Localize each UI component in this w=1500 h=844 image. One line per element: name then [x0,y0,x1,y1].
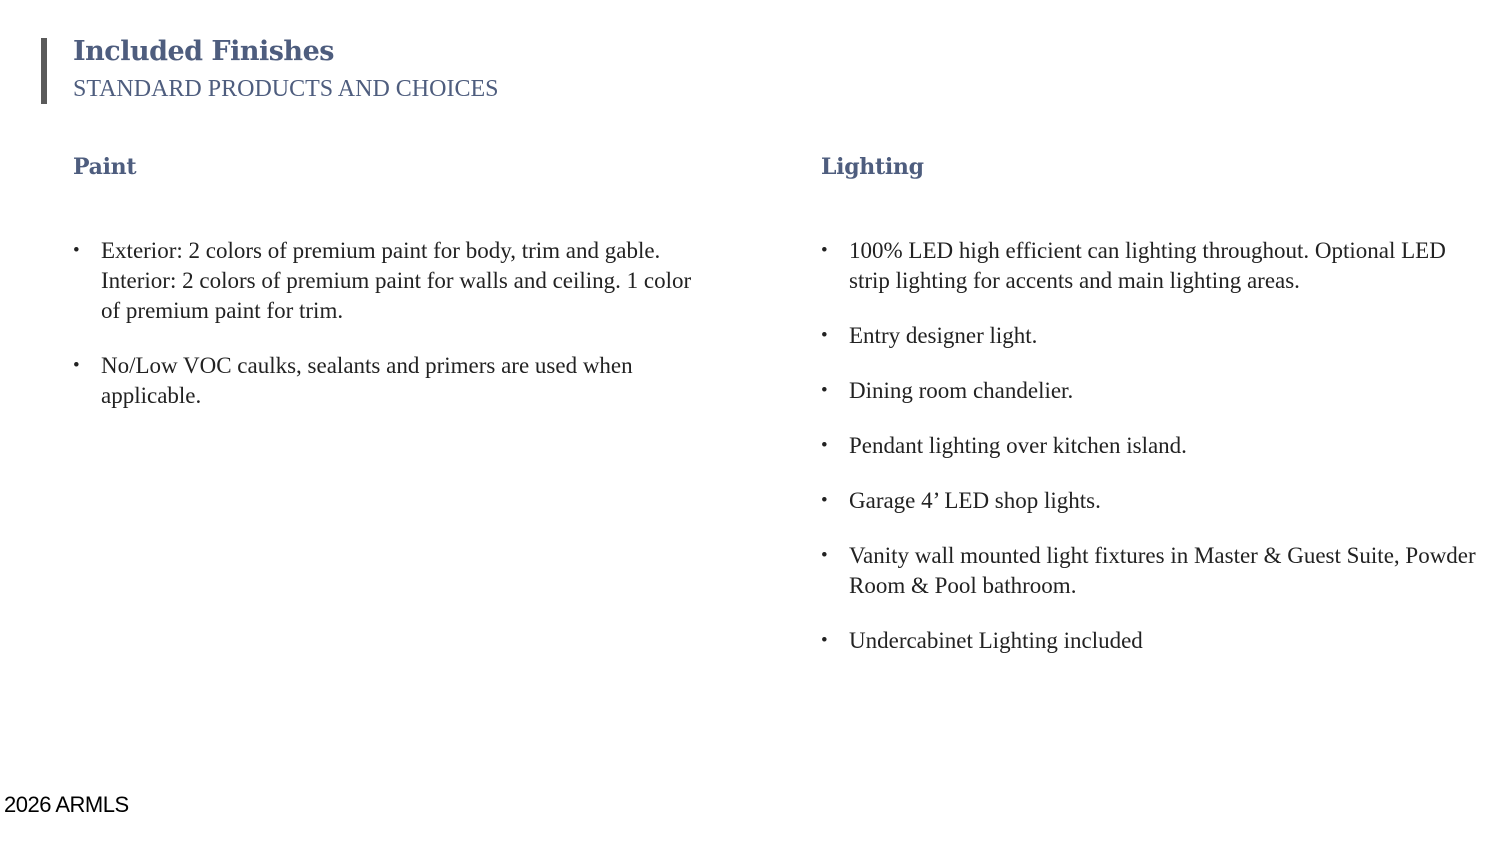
lighting-list [821,236,1481,681]
page-subtitle: STANDARD PRODUCTS AND CHOICES [73,76,499,102]
list-item [821,431,1481,461]
list-item [821,486,1481,516]
bullet-icon: • [821,490,828,511]
bullet-icon: • [821,325,828,346]
bullet-icon: • [821,630,828,651]
paint-section [73,150,713,408]
bullet-icon: • [73,355,80,376]
lighting-heading: Lighting [821,154,924,180]
list-item-text: Garage 4’ LED shop lights. [849,488,1101,513]
bullet-icon: • [73,240,80,261]
list-item-text: 100% LED high efficient can lighting throughout. Optional LED strip lighting for accents and main lighting areas. [849,238,1446,293]
list-item-text: Undercabinet Lighting included [849,628,1143,653]
lighting-section [821,150,1481,653]
list-item [821,541,1481,601]
bullet-icon: • [821,435,828,456]
paint-list [73,236,713,436]
bullet-icon: • [821,380,828,401]
list-item [821,236,1481,296]
page-title: Included Finishes [73,36,334,67]
header-accent-bar [41,38,47,104]
list-item [821,376,1481,406]
bullet-icon: • [821,545,828,566]
list-item-text: Exterior: 2 colors of premium paint for body, trim and gable. Interior: 2 colors of premium paint for walls and ceiling. 1 color of premium paint for trim. [101,238,692,323]
list-item [73,351,713,411]
paint-heading: Paint [73,154,137,180]
list-item-text: Dining room chandelier. [849,378,1074,403]
list-item-text: No/Low VOC caulks, sealants and primers are used when applicable. [101,353,633,408]
list-item-text: Pendant lighting over kitchen island. [849,433,1187,458]
bullet-icon: • [821,240,828,261]
list-item-text: Entry designer light. [849,323,1038,348]
list-item [821,321,1481,351]
list-item [73,236,713,326]
copyright-footer: 2026 ARMLS [4,792,129,817]
list-item [821,626,1481,656]
list-item-text: Vanity wall mounted light fixtures in Master & Guest Suite, Powder Room & Pool bathroom. [849,543,1476,598]
